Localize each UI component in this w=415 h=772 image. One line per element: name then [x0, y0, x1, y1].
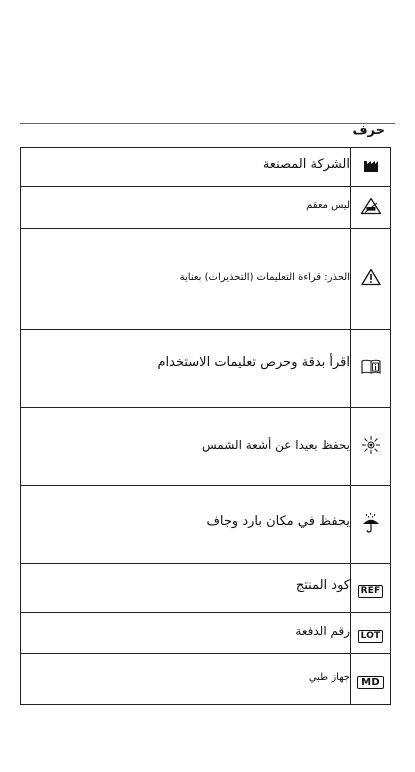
table-row — [21, 654, 391, 705]
table-row — [21, 187, 391, 229]
symbol-label: ليس معقم — [306, 200, 350, 211]
symbol-label: يحفظ بعيدا عن أشعة الشمس — [201, 437, 350, 452]
table-row — [21, 148, 391, 187]
table-row — [21, 486, 391, 564]
symbol-label: جهاز طبي — [308, 671, 350, 683]
symbol-label: الحذر: قراءة التعليمات (التحذيرات) بعناية — [179, 271, 350, 283]
table-row — [21, 229, 391, 330]
ref-icon: REF — [358, 585, 384, 598]
section-divider — [20, 123, 395, 124]
symbol-label: الشركة المصنعة — [262, 156, 350, 172]
non-sterile-icon — [360, 197, 382, 215]
symbols-table — [20, 147, 391, 705]
symbol-label: كود المنتج — [295, 577, 350, 593]
section-title: حرف — [352, 123, 385, 138]
caution-icon — [361, 268, 381, 286]
keep-dry-icon — [361, 513, 381, 533]
lot-icon: LOT — [358, 630, 384, 643]
table-row — [21, 330, 391, 408]
table-row — [21, 613, 391, 654]
symbol-label: اقرأ بدقة وحرص تعليمات الاستخدام — [157, 354, 350, 370]
symbol-label: رقم الدفعة — [295, 624, 350, 639]
instructions-icon — [361, 359, 381, 375]
keep-away-from-sunlight-icon — [361, 435, 381, 455]
manufacturer-icon — [363, 159, 379, 173]
md-icon: MD — [357, 676, 384, 689]
table-row — [21, 564, 391, 613]
table-row — [21, 408, 391, 486]
symbol-label: يحفظ في مكان بارد وجاف — [206, 514, 350, 530]
